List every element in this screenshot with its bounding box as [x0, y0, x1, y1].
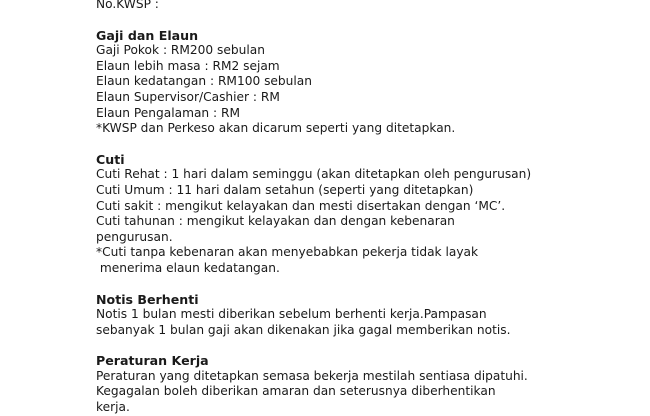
body-line: Elaun Pengalaman : RM	[96, 105, 240, 120]
body-line: kerja.	[96, 400, 130, 415]
body-line: Cuti sakit : mengikut kelayakan dan mesti disertakan dengan ‘MC’.	[96, 198, 506, 213]
body-line: Notis 1 bulan mesti diberikan sebelum berhenti kerja.Pampasan	[96, 307, 487, 322]
body-line: Gaji Pokok : RM200 sebulan	[96, 43, 265, 58]
spacer	[96, 13, 636, 28]
body-line: sebanyak 1 bulan gaji akan dikenakan jika gagal memberikan notis.	[96, 322, 511, 337]
body-line: *Cuti tanpa kebenaran akan menyebabkan pekerja tidak layak	[96, 245, 479, 260]
spacer	[96, 277, 636, 292]
body-line: menerima elaun kedatangan.	[96, 260, 280, 275]
section-heading: Notis Berhenti	[96, 291, 199, 307]
body-line: Elaun kedatangan : RM100 sebulan	[96, 74, 312, 89]
body-line: pengurusan.	[96, 229, 173, 244]
section-heading: Cuti	[96, 151, 125, 167]
section-heading: Gaji dan Elaun	[96, 27, 199, 43]
body-line: Elaun Supervisor/Cashier : RM	[96, 89, 280, 104]
body-line: Cuti tahunan : mengikut kelayakan dan dengan kebenaran	[96, 214, 455, 229]
body-line: Cuti Rehat : 1 hari dalam seminggu (akan ditetapkan oleh pengurusan)	[96, 167, 532, 182]
body-line: Peraturan yang ditetapkan semasa bekerja mestilah sentiasa dipatuhi.	[96, 368, 528, 383]
body-line: Cuti Umum : 11 hari dalam setahun (seperti yang ditetapkan)	[96, 182, 474, 197]
document-page	[96, 0, 636, 416]
body-line: Kegagalan boleh diberikan amaran dan seterusnya diberhentikan	[96, 384, 496, 399]
section-gaji-dan-elaun	[96, 28, 636, 137]
kwsp-label: No.KWSP :	[96, 0, 159, 11]
section-heading: Peraturan Kerja	[96, 353, 209, 369]
body-line: *KWSP dan Perkeso akan dicarum seperti yang ditetapkan.	[96, 121, 456, 136]
section-cuti	[96, 152, 636, 277]
body-line: Elaun lebih masa : RM2 sejam	[96, 58, 280, 73]
spacer	[96, 137, 636, 152]
section-peraturan-kerja	[96, 353, 636, 415]
section-notis-berhenti	[96, 292, 636, 339]
spacer	[96, 338, 636, 353]
